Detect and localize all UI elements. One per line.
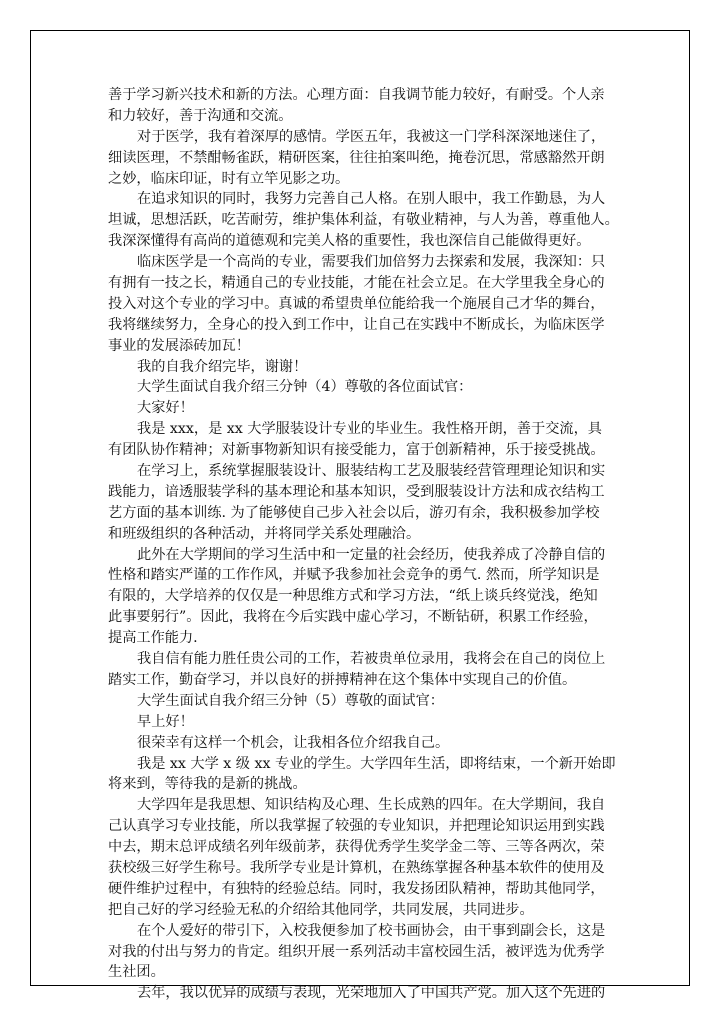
text-line: 提高工作能力. [108, 630, 198, 647]
text-line: 临床医学是一个高尚的专业，需要我们加倍努力去探索和发展，我深知：只 [137, 254, 606, 271]
text-line: 大家好！ [137, 400, 194, 417]
section-heading: 大学生面试自我介绍三分钟（5）尊敬的面试官： [137, 692, 444, 709]
text-line: 我是 xxx，是 xx 大学服装设计专业的毕业生。我性格开朗，善于交流，具 [137, 421, 602, 438]
text-line: 此外在大学期间的学习生活中和一定量的社会经历，使我养成了冷静自信的 [137, 546, 606, 563]
text-line: 己认真学习专业技能，所以我掌握了较强的专业知识，并把理论知识运用到实践 [108, 818, 605, 835]
text-line: 在个人爱好的带引下，入校我便参加了校书画协会，由干事到副会长，这是 [137, 922, 606, 939]
text-line: 把自己好的学习经验无私的介绍给其他同学，共同发展，共同进步。 [108, 901, 534, 918]
text-line: 硬件维护过程中，有独特的经验总结。同时，我发扬团队精神，帮助其他同学， [108, 880, 605, 897]
text-line: 细读医理，不禁酣畅雀跃，精研医案，往往拍案叫绝，掩卷沉思，常感豁然开朗 [108, 149, 605, 166]
text-line: 获校级三好学生称号。我所学专业是计算机，在熟练掌握各种基本软件的使用及 [108, 859, 605, 876]
text-line: 践能力，谙透服装学科的基本理论和基本知识，受到服装设计方法和成衣结构工 [108, 483, 605, 500]
text-line: 我是 xx 大学 x 级 xx 专业的学生。大学四年生活，即将结束，一个新开始即 [137, 755, 616, 772]
text-line: 在学习上，系统掌握服装设计、服装结构工艺及服装经营管理理论知识和实 [137, 463, 606, 480]
text-line: 此事要躬行”。因此，我将在今后实践中虚心学习，不断钻研，积累工作经验， [108, 609, 598, 626]
text-line: 将来到，等待我的是新的挑战。 [108, 776, 307, 793]
text-line: 和力较好，善于沟通和交流。 [108, 107, 293, 124]
text-line: 去年，我以优异的成绩与表现，光荣地加入了中国共产党。加入这个先进的 [137, 985, 606, 1002]
text-line: 之妙，临床印证，时有立竿见影之功。 [108, 170, 350, 187]
section-heading: 大学生面试自我介绍三分钟（4）尊敬的各位面试官： [137, 379, 473, 396]
text-line: 在追求知识的同时，我努力完善自己人格。在别人眼中，我工作勤恳，为人 [137, 191, 606, 208]
text-line: 有团队协作精神；对新事物新知识有接受能力，富于创新精神，乐于接受挑战。 [108, 442, 605, 459]
text-line: 和班级组织的各种活动，并将同学关系处理融洽。 [108, 525, 421, 542]
text-line: 善于学习新兴技术和新的方法。心理方面：自我调节能力较好，有耐受。个人亲 [108, 87, 605, 103]
text-line: 我将继续努力，全身心的投入到工作中，让自己在实践中不断成长，为临床医学 [108, 316, 605, 333]
text-line: 中去，期末总评成绩名列年级前茅，获得优秀学生奖学金二等、三等各两次，荣 [108, 839, 605, 856]
text-line: 生社团。 [108, 964, 165, 981]
text-line: 对于医学，我有着深厚的感情。学医五年，我被这一门学科深深地迷住了， [137, 128, 606, 145]
text-line: 我自信有能力胜任贵公司的工作，若被贵单位录用，我将会在自己的岗位上 [137, 651, 606, 668]
text-line: 性格和踏实严谨的工作作风，并赋予我参加社会竞争的勇气. 然而，所学知识是 [108, 567, 600, 584]
text-line: 坦诚，思想活跃，吃苦耐劳，维护集体利益，有敬业精神，与人为善，尊重他人。 [108, 212, 619, 229]
text-line: 早上好！ [137, 713, 194, 730]
text-line: 很荣幸有这样一个机会，让我相各位介绍我自己。 [137, 734, 450, 751]
document-body [108, 85, 620, 1004]
text-line: 踏实工作，勤奋学习，并以良好的拼搏精神在这个集体中实现自己的价值。 [108, 671, 577, 688]
text-line: 我的自我介绍完毕，谢谢！ [137, 358, 308, 375]
text-line: 艺方面的基本训练. 为了能够使自己步入社会以后，游刃有余，我积极参加学校 [108, 504, 600, 521]
text-line: 有限的，大学培养的仅仅是一种思维方式和学习方法，“纸上谈兵终觉浅，绝知 [108, 588, 598, 605]
text-line: 大学四年是我思想、知识结构及心理、生长成熟的四年。在大学期间，我自 [137, 797, 606, 814]
text-line: 对我的付出与努力的肯定。组织开展一系列活动丰富校园生活，被评选为优秀学 [108, 943, 605, 960]
text-line: 事业的发展添砖加瓦！ [108, 337, 250, 354]
text-line: 我深深懂得有高尚的道德观和完美人格的重要性，我也深信自己能做得更好。 [108, 233, 591, 250]
text-line: 投入对这个专业的学习中。真诚的希望贵单位能给我一个施展自己才华的舞台， [108, 295, 605, 312]
text-line: 有拥有一技之长，精通自己的专业技能，才能在社会立足。在大学里我全身心的 [108, 275, 605, 292]
